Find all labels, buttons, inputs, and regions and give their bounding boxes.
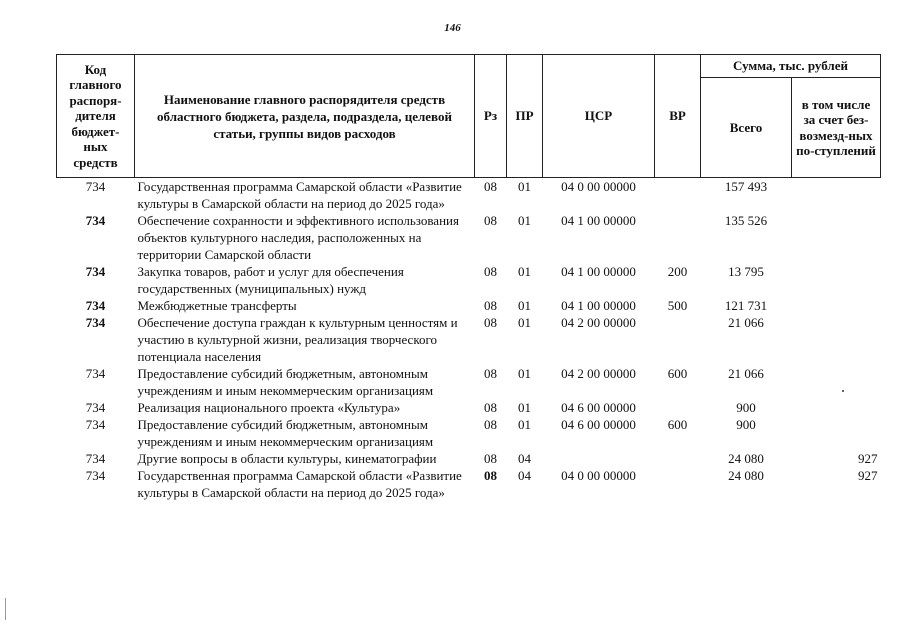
table-header bbox=[57, 55, 881, 178]
row-vr bbox=[655, 314, 701, 365]
row-csr: 04 2 00 00000 bbox=[561, 315, 636, 330]
row-name: Закупка товаров, работ и услуг для обеспечения государственных (муниципальных) нужд bbox=[137, 264, 404, 296]
header-sum: Сумма, тыс. рублей bbox=[701, 55, 881, 78]
row-total: 900 bbox=[736, 417, 756, 432]
row-free bbox=[792, 178, 881, 213]
row-pr: 04 bbox=[518, 468, 531, 483]
row-code: 734 bbox=[85, 315, 106, 330]
row-csr: 04 1 00 00000 bbox=[561, 213, 636, 228]
header-pr: ПР bbox=[507, 55, 543, 178]
row-csr: 04 1 00 00000 bbox=[561, 298, 636, 313]
row-pr: 01 bbox=[518, 400, 531, 415]
row-code: 734 bbox=[85, 298, 106, 313]
row-vr bbox=[655, 212, 701, 263]
header-total: Всего bbox=[701, 78, 792, 178]
row-csr: 04 2 00 00000 bbox=[561, 366, 636, 381]
scan-edge-mark bbox=[5, 598, 6, 620]
row-name: Другие вопросы в области культуры, кинематографии bbox=[137, 451, 437, 466]
table-row bbox=[57, 399, 881, 416]
row-total: 13 795 bbox=[728, 264, 764, 279]
table-body bbox=[57, 178, 881, 502]
row-name: Обеспечение сохранности и эффективного использования объектов культурного наследия, расположенных на территории Самарской области bbox=[137, 213, 459, 262]
row-free bbox=[792, 399, 881, 416]
row-pr: 01 bbox=[518, 298, 531, 313]
row-rz: 08 bbox=[484, 213, 497, 228]
row-total: 157 493 bbox=[724, 179, 768, 194]
row-free bbox=[792, 297, 881, 314]
row-rz: 08 bbox=[484, 468, 497, 483]
row-total: 24 080 bbox=[728, 468, 764, 483]
row-name: Реализация национального проекта «Культура» bbox=[137, 400, 401, 415]
row-csr: 04 6 00 00000 bbox=[561, 417, 636, 432]
header-code: Код главного распоря-дителя бюджет-ных средств bbox=[57, 55, 135, 178]
row-vr bbox=[655, 467, 701, 501]
row-pr: 01 bbox=[518, 417, 531, 432]
row-vr: 600 bbox=[667, 417, 688, 432]
row-pr: 01 bbox=[518, 264, 531, 279]
row-name: Государственная программа Самарской области «Развитие культуры в Самарской области на период до 2025 года» bbox=[137, 179, 462, 211]
row-pr: 01 bbox=[518, 213, 531, 228]
row-rz: 08 bbox=[484, 298, 497, 313]
row-name: Предоставление субсидий бюджетным, автономным учреждениям и иным некоммерческим организациям bbox=[137, 417, 434, 449]
row-rz: 08 bbox=[484, 451, 497, 466]
row-total: 21 066 bbox=[728, 315, 764, 330]
row-free: 927 bbox=[858, 468, 878, 483]
row-pr: 01 bbox=[518, 315, 531, 330]
table-row bbox=[57, 314, 881, 365]
row-csr: 04 0 00 00000 bbox=[561, 179, 636, 194]
row-rz: 08 bbox=[484, 264, 497, 279]
row-pr: 04 bbox=[518, 451, 531, 466]
row-free bbox=[792, 212, 881, 263]
row-free bbox=[792, 263, 881, 297]
row-csr: 04 6 00 00000 bbox=[561, 400, 636, 415]
row-code: 734 bbox=[85, 179, 106, 194]
row-total: 21 066 bbox=[728, 366, 764, 381]
row-code: 734 bbox=[85, 451, 106, 466]
budget-table bbox=[56, 54, 881, 501]
row-rz: 08 bbox=[484, 315, 497, 330]
row-name: Государственная программа Самарской области «Развитие культуры в Самарской области на период до 2025 года» bbox=[137, 468, 462, 500]
row-total: 121 731 bbox=[724, 298, 768, 313]
row-name: Обеспечение доступа граждан к культурным ценностям и участию в культурной жизни, реализация творческого потенциала населения bbox=[137, 315, 458, 364]
row-rz: 08 bbox=[484, 417, 497, 432]
row-pr: 01 bbox=[518, 179, 531, 194]
row-code: 734 bbox=[85, 264, 106, 279]
row-csr: 04 1 00 00000 bbox=[561, 264, 636, 279]
row-code: 734 bbox=[85, 400, 106, 415]
header-vr: ВР bbox=[655, 55, 701, 178]
header-free: в том числе за счет без-возмезд-ных по-ступлений bbox=[792, 78, 881, 178]
row-vr bbox=[655, 399, 701, 416]
row-name: Межбюджетные трансферты bbox=[137, 298, 297, 313]
row-free bbox=[792, 314, 881, 365]
row-vr: 600 bbox=[667, 366, 688, 381]
page-number: 146 bbox=[444, 22, 461, 34]
row-vr bbox=[655, 450, 701, 467]
row-free bbox=[792, 365, 881, 399]
row-rz: 08 bbox=[484, 366, 497, 381]
row-vr: 500 bbox=[667, 298, 688, 313]
table-row bbox=[57, 416, 881, 450]
header-csr: ЦСР bbox=[543, 55, 655, 178]
table-row bbox=[57, 297, 881, 314]
row-total: 24 080 bbox=[728, 451, 764, 466]
row-rz: 08 bbox=[484, 179, 497, 194]
row-free bbox=[792, 416, 881, 450]
table-row bbox=[57, 178, 881, 213]
table-row bbox=[57, 212, 881, 263]
row-code: 734 bbox=[85, 213, 106, 228]
row-code: 734 bbox=[85, 366, 106, 381]
table-row bbox=[57, 365, 881, 399]
row-csr bbox=[543, 450, 655, 467]
table-row bbox=[57, 450, 881, 467]
row-code: 734 bbox=[85, 468, 106, 483]
row-vr bbox=[655, 178, 701, 213]
row-pr: 01 bbox=[518, 366, 531, 381]
row-total: 135 526 bbox=[724, 213, 768, 228]
row-total: 900 bbox=[736, 400, 756, 415]
row-code: 734 bbox=[85, 417, 106, 432]
table-row bbox=[57, 263, 881, 297]
header-name: Наименование главного распорядителя средств областного бюджета, раздела, подраздела, целевой статьи, группы видов расходов bbox=[135, 55, 475, 178]
row-name: Предоставление субсидий бюджетным, автономным учреждениям и иным некоммерческим организациям bbox=[137, 366, 434, 398]
row-csr: 04 0 00 00000 bbox=[561, 468, 636, 483]
row-vr: 200 bbox=[667, 264, 688, 279]
row-free: 927 bbox=[858, 451, 878, 466]
header-rz: Рз bbox=[475, 55, 507, 178]
table-row bbox=[57, 467, 881, 501]
row-rz: 08 bbox=[484, 400, 497, 415]
